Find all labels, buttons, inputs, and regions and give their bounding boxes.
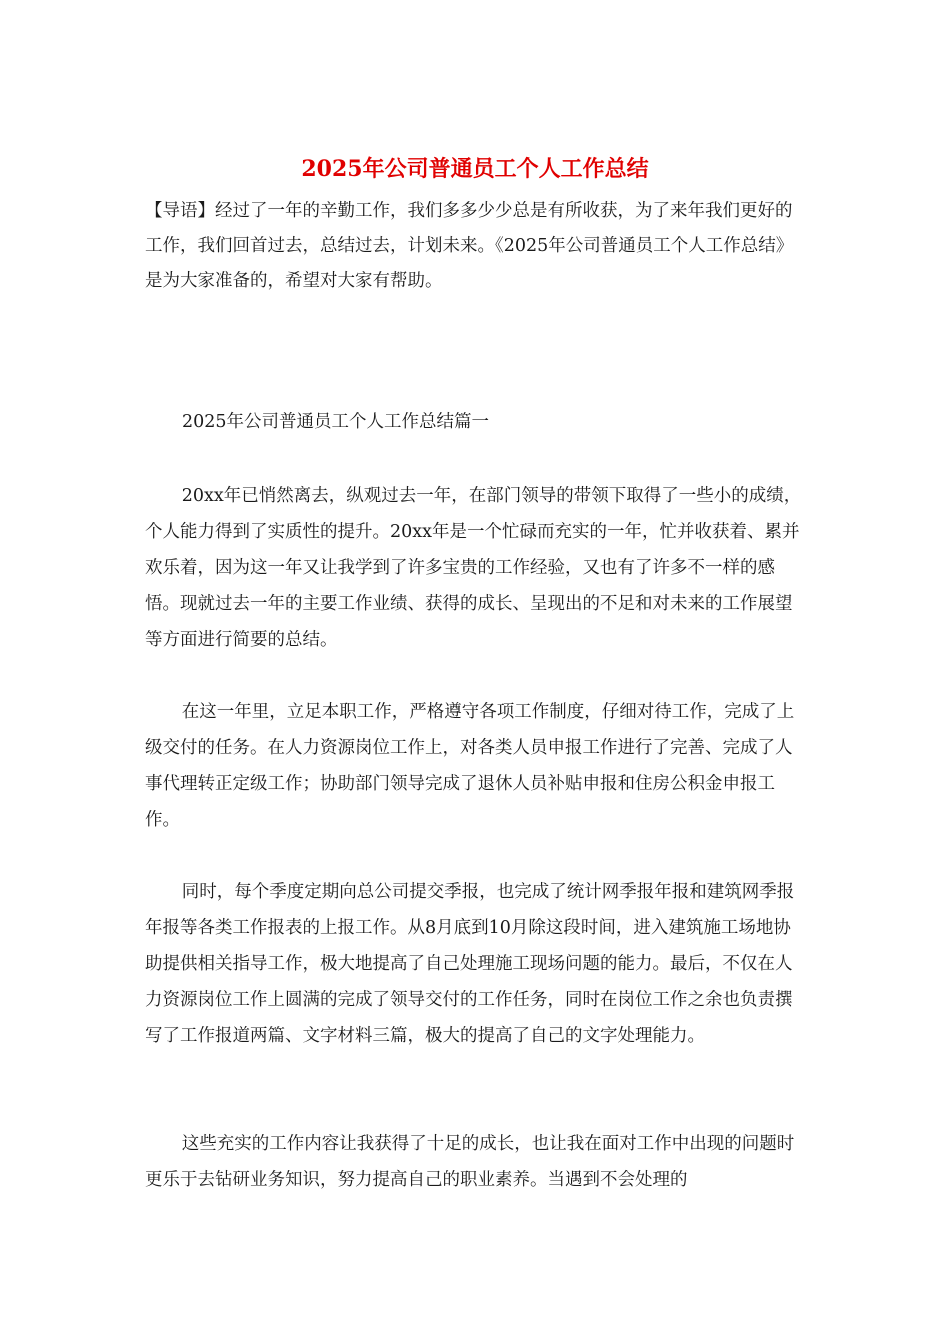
body-paragraph: 20xx年已悄然离去，纵观过去一年，在部门领导的带领下取得了一些小的成绩，个人能力得到了实质性的提升。20xx年是一个忙碌而充实的一年，忙并收获着、累并欢乐着，因为这一年又让我学到了许多宝贵的工作经验，又也有了许多不一样的感悟。现就过去一年的主要工作业绩、获得的成长、呈现出的不足和对未来的工作展望等方面进行简要的总结。 (145, 486, 802, 650)
section-heading: 2025年公司普通员工个人工作总结篇一 (182, 412, 490, 432)
intro-paragraph: 【导语】经过了一年的辛勤工作，我们多多少少总是有所收获，为了来年我们更好的工作，我们回首过去，总结过去，计划未来。《2025年公司普通员工个人工作总结》是为大家准备的，希望对大家有帮助。 (145, 201, 794, 291)
body-paragraph: 这些充实的工作内容让我获得了十足的成长，也让我在面对工作中出现的问题时更乐于去钻研业务知识，努力提高自己的职业素养。当遇到不会处理的 (145, 1134, 795, 1190)
document-title: 2025年公司普通员工个人工作总结 (301, 156, 649, 182)
body-paragraph: 在这一年里，立足本职工作，严格遵守各项工作制度，仔细对待工作，完成了上级交付的任务。在人力资源岗位工作上，对各类人员申报工作进行了完善、完成了人事代理转正定级工作；协助部门领导完成了退休人员补贴申报和住房公积金申报工作。 (145, 702, 795, 830)
body-paragraph: 同时，每个季度定期向总公司提交季报，也完成了统计网季报年报和建筑网季报年报等各类工作报表的上报工作。从8月底到10月除这段时间，进入建筑施工场地协助提供相关指导工作，极大地提高了自己处理施工现场问题的能力。最后，不仅在人力资源岗位工作上圆满的完成了领导交付的工作任务，同时在岗位工作之余也负责撰写了工作报道两篇、文字材料三篇，极大的提高了自己的文字处理能力。 (145, 882, 795, 1046)
